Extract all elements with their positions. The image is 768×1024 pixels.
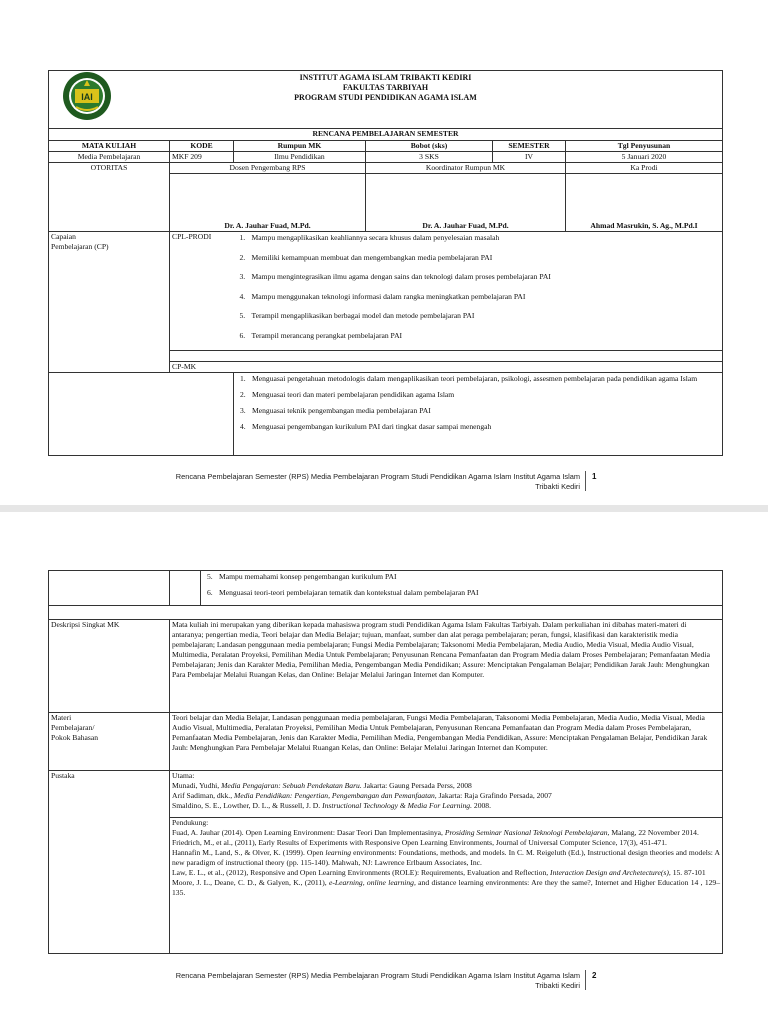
course-rumpun: Ilmu Pendidikan	[234, 152, 366, 163]
cpl-prodi-item-text: Mampu mengaplikasikan keahliannya secara khusus dalam penyelesaian masalah	[251, 233, 500, 242]
col-semester: SEMESTER	[493, 141, 566, 152]
p2-spacer-row	[49, 606, 723, 620]
col-rumpun: Rumpun MK	[234, 141, 366, 152]
materi-label-line2: Pembelajaran/	[51, 723, 95, 732]
page-number-1: 1	[585, 471, 608, 491]
col-kode: KODE	[170, 141, 234, 152]
p2-left-cell	[49, 571, 170, 606]
letterhead-cell	[49, 71, 723, 129]
cp-mk-item	[236, 406, 720, 416]
kaprodi-signature: Ahmad Masrukin, S. Ag., M.Pd.I	[566, 174, 723, 232]
cp-mk-item	[236, 374, 720, 384]
dosen-signature: Dr. A. Jauhar Fuad, M.Pd.	[170, 174, 366, 232]
cp-mk-item-number: 4.	[240, 422, 246, 431]
cpl-prodi-item	[236, 311, 721, 321]
cp-mk-item-number: 1.	[240, 374, 246, 383]
cp-mk-item	[236, 390, 720, 400]
cpl-prodi-item	[236, 331, 721, 341]
pustaka-pendukung-cell	[170, 818, 723, 954]
page-gap	[0, 505, 768, 512]
cp-mk-item-text: Menguasai pengetahuan metodologis dalam mengaplikasikan teori pembelajaran, psikologi, assesmen pembelajaran pada pendidikan agama Islam	[252, 374, 698, 383]
cp-mk-list-part2	[203, 572, 720, 598]
pustaka-utama-cell	[170, 771, 723, 818]
cpl-prodi-item-number: 3.	[239, 272, 246, 281]
cp-mk-list-part1	[236, 374, 720, 432]
materi-label-line1: Materi	[51, 713, 72, 722]
faculty-name: FAKULTAS TARBIYAH	[342, 83, 429, 92]
utama-reference: Smaldino, S. E., Lowther, D. L., & Russell, J. D. Instructional Technology & Media For Learning. 2008.	[172, 801, 491, 810]
cp-mk-item	[203, 588, 720, 598]
cp-mk-list-cont-cell	[201, 571, 723, 606]
pustaka-utama-label: Utama:	[172, 771, 195, 780]
document-page-2	[0, 512, 768, 1024]
pustaka-pendukung-label: Pendukung:	[172, 818, 209, 827]
cpl-prodi-item-text: Mampu mengintegrasikan ilmu agama dengan sains dan teknologi dalam proses pembelajaran PAI	[251, 272, 551, 281]
col-bobot: Bobot (sks)	[366, 141, 493, 152]
koordinator-signature: Dr. A. Jauhar Fuad, M.Pd.	[366, 174, 566, 232]
institution-name: INSTITUT AGAMA ISLAM TRIBAKTI KEDIRI	[299, 73, 472, 82]
cpl-prodi-item-number: 5.	[239, 311, 246, 320]
materi-label-cell	[49, 713, 170, 771]
dosen-label: Dosen Pengembang RPS	[170, 163, 366, 174]
p2-mid-cell	[170, 571, 201, 606]
pustaka-label: Pustaka	[49, 771, 170, 954]
cpl-prodi-item-number: 1.	[239, 233, 246, 242]
cp-mk-item-number: 6.	[207, 588, 213, 597]
pustaka-pendukung-list	[172, 828, 720, 898]
cp-mk-item-text: Mampu memahami konsep pengembangan kurikulum PAI	[219, 572, 397, 581]
deskripsi-text: Mata kuliah ini merupakan yang diberikan kepada mahasiswa program studi Pendidikan Agama Islam Fakultas Tarbiyah. Dalam perkuliahan ini dibahas materi-materi di antaranya; pengertian media, Teori belajar dan Media Belajar; tujuan, manfaat, sumber dan alat peraga pembelajaran; peran, fungsi, klasifikasi dan karakteristik media pembelajaran; Landasan penggunaan media pembelajaran; Fungsi Media Pembelajaran; Taksonomi Media Pembelajaran, Media Audio, Media Visual, Media Audio Visual, Multimedia, Peralatan Proyeksi, Pemilihan Media Untuk Pembelajaran; Penyusunan Rencana Pemanfaatan dan Program Media dalam Proses Pembelajaran; Pemanfaatan Media Pembelajaran; Jenis dan Karakter Media, Pemilihan Media, Pengembangan Media Pendidikan; Assure: Menciptakan Pengalaman Belajar; Pendidikan Jarak Jauh: Menghungkan Para Pembelajar Melalui Ruangan Kelas, dan Online: Belajar Melalui Jaringan Internet dan Komputer.	[170, 620, 723, 713]
materi-label-line3: Pokok Bahasan	[51, 733, 99, 742]
cp-mk-item-text: Menguasai teknik pengembangan media pembelajaran PAI	[252, 406, 431, 415]
footer-line1: Rencana Pembelajaran Semester (RPS) Media Pembelajaran Program Studi Pendidikan Agama Islam Institut Agama Islam	[175, 472, 580, 481]
cpl-prodi-item	[236, 292, 721, 302]
cpl-prodi-list	[236, 233, 721, 341]
col-tgl: Tgl Penyusunan	[566, 141, 723, 152]
document-page-1	[0, 0, 768, 505]
cp-label-cell	[49, 232, 170, 373]
materi-text: Teori belajar dan Media Belajar, Landasan penggunaan media pembelajaran, Fungsi Media Pembelajaran, Taksonomi Media Pembelajaran, Media Audio, Media Visual, Media Audio Visual, Multimedia, Peralatan Proyeksi, Pemilihan Media Untuk Pembelajaran, Penyusunan Rencana Pemanfaatan dan Program Media dalam Proses Pembelajaran, Pemanfaatan Media Pembelajaran, Jenis dan Karakter Media, Pemilihan Media, Pengembangan Media Pendidikan, Assure: Menciptakan Pengalaman Belajar, Pendidikan Jarak Jauh: Menghungkan Para Pembelajar Melalui Ruangan Kelas, dan Online: Belajar Melalui Jaringan Internet dan Komputer.	[170, 713, 723, 771]
course-sks: 3 SKS	[366, 152, 493, 163]
cpl-prodi-item-text: Terampil mengaplikasikan berbagai model dan metode pembelajaran PAI	[251, 311, 475, 320]
course-semester: IV	[493, 152, 566, 163]
course-name: Media Pembelajaran	[49, 152, 170, 163]
cpl-prodi-list-cell	[234, 232, 723, 351]
cp-mk-item	[236, 422, 720, 432]
cpl-prodi-item-number: 6.	[239, 330, 246, 340]
footer-line1-p2: Rencana Pembelajaran Semester (RPS) Media Pembelajaran Program Studi Pendidikan Agama Islam Institut Agama Islam	[175, 971, 580, 980]
cpl-prodi-item	[236, 272, 721, 282]
cp-mk-item-number: 2.	[240, 390, 246, 399]
cpl-prodi-label: CPL-PRODI	[170, 232, 234, 351]
cp-mk-label: CP-MK	[170, 362, 723, 373]
pendukung-reference: Fuad, A. Jauhar (2014). Open Learning Environment: Dasar Teori Dan Implementasinya, Prosiding Seminar Nasional Teknologi Pembelajaran, Malang, 22 November 2014.	[172, 828, 699, 837]
cpl-prodi-item	[236, 253, 721, 263]
utama-reference: Munadi, Yudhi, Media Pengajaran: Sebuah Pendekatan Baru. Jakarta: Gaung Persada Perss, 2008	[172, 781, 472, 790]
cpl-prodi-item-number: 2.	[239, 252, 246, 262]
footer-page-1	[80, 472, 580, 492]
course-code: MKF 209	[170, 152, 234, 163]
footer-line2-p2: Tribakti Kediri	[535, 981, 580, 990]
pustaka-utama-list	[172, 781, 720, 811]
cp-spacer-row	[170, 351, 723, 362]
pendukung-reference: Law, E. L., et al., (2012), Responsive and Open Learning Environments (ROLE): Requirements, Evaluation and Reflection, Interaction Design and Archetecture(s), 15. 87-101	[172, 868, 706, 877]
cp-mk-item-number: 5.	[207, 572, 213, 581]
rps-title: RENCANA PEMBELAJARAN SEMESTER	[49, 129, 723, 141]
cpl-prodi-item-text: Terampil merancang perangkat pembelajaran PAI	[251, 330, 403, 340]
col-mata-kuliah: MATA KULIAH	[49, 141, 170, 152]
institution-logo	[62, 71, 112, 121]
pendukung-reference: Hannafin M., Land, S., & Olver, K. (1999). Open learning environments: Foundations, methods, and models. In C. M. Reigeluth (Ed.), Instructional design theories and models: A new paradigm of instructional theory (pp. 115-140). Mahwah, NJ: Lawrence Erlbaum Associates, Inc.	[172, 848, 720, 867]
cp-mk-item-text: Menguasai teori-teori pembelajaran tematik dan kontekstual dalam pembelajaran PAI	[219, 588, 479, 597]
pendukung-reference: Friedrich, M., et al., (2011), Early Results of Experiments with Responsive Open Learning Environments, Journal of Universal Computer Science, 17(3), 451-471.	[172, 838, 667, 847]
footer-page-2	[80, 971, 580, 991]
footer-line2: Tribakti Kediri	[535, 482, 580, 491]
cpl-prodi-item-number: 4.	[239, 291, 246, 301]
cp-mk-item-text: Menguasai pengembangan kurikulum PAI dari tingkat dasar sampai menengah	[252, 422, 492, 431]
cpl-prodi-item	[236, 233, 721, 243]
page-number-2: 2	[585, 970, 608, 990]
rps-table-page-2	[48, 570, 723, 954]
svg-text:IAI: IAI	[81, 92, 93, 102]
rps-table-page-1	[48, 70, 723, 456]
otoritas-label: OTORITAS	[49, 163, 170, 232]
koordinator-label: Koordinator Rumpun MK	[366, 163, 566, 174]
utama-reference: Arif Sadiman, dkk., Media Pendidikan: Pengertian, Pengembangan dan Pemanfaatan, Jakarta: Raja Grafindo Persada, 2007	[172, 791, 552, 800]
deskripsi-label: Deskripsi Singkat MK	[49, 620, 170, 713]
kaprodi-label: Ka Prodi	[566, 163, 723, 174]
course-date: 5 Januari 2020	[566, 152, 723, 163]
cpl-prodi-item-text: Mampu menggunakan teknologi informasi dalam rangka meningkatkan pembelajaran PAI	[251, 291, 526, 301]
cpl-prodi-item-text: Memiliki kemampuan membuat dan mengembangkan media pembelajaran PAI	[251, 252, 493, 262]
program-name: PROGRAM STUDI PENDIDIKAN AGAMA ISLAM	[294, 93, 477, 102]
cp-label-line2: Pembelajaran (CP)	[51, 242, 109, 251]
cp-mk-left-cell	[49, 373, 234, 456]
cp-mk-item	[203, 572, 720, 582]
cp-label-line1: Capaian	[51, 232, 76, 241]
cp-mk-item-number: 3.	[240, 406, 246, 415]
pendukung-reference: Moore, J. L., Deane, C. D., & Galyen, K., (2011), e-Learning, online learning, and distance learning environments: Are they the same?, Internet and Higher Education 14 , 129–135.	[172, 878, 721, 897]
cp-mk-list-cell	[234, 373, 723, 456]
cp-mk-item-text: Menguasai teori dan materi pembelajaran pendidikan agama Islam	[252, 390, 455, 399]
